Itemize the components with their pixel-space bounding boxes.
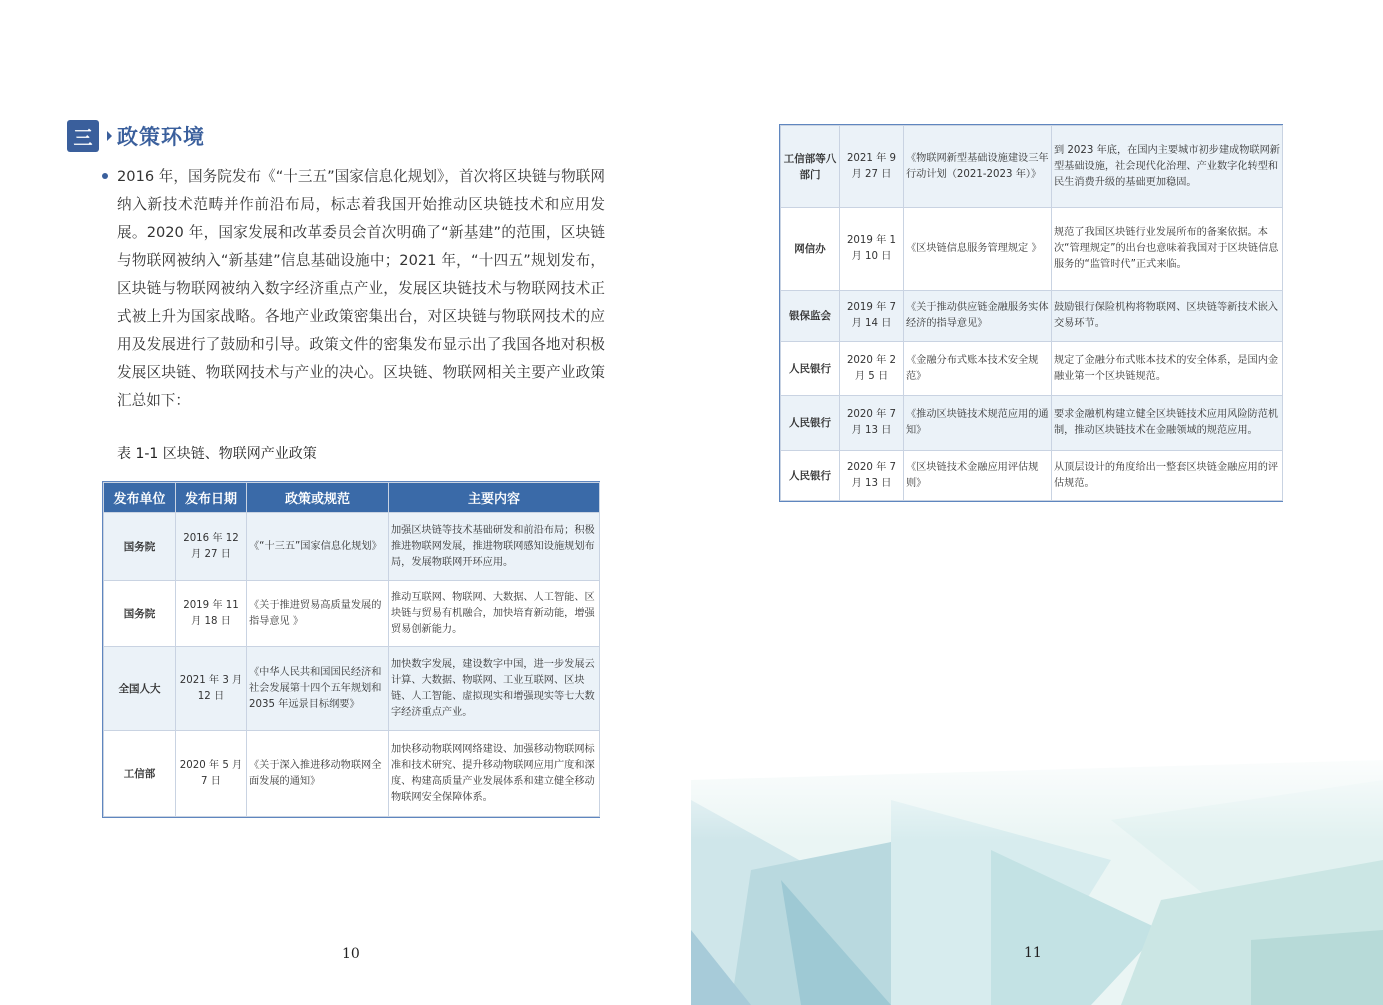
cell-content: 规定了金融分布式账本技术的安全体系，是国内金融业第一个区块链规范。: [1052, 342, 1283, 396]
policy-table-left: [102, 481, 600, 818]
cell-date: 2021 年 9 月 27 日: [840, 126, 904, 208]
header-policy: 政策或规范: [247, 483, 389, 513]
cell-content: 推动互联网、物联网、大数据、人工智能、区块链与贸易有机融合，加快培育新动能，增强贸易创新能力。: [389, 581, 600, 647]
cell-date: 2019 年 1 月 10 日: [840, 208, 904, 291]
cell-unit: 工信部: [104, 731, 176, 817]
table-row: [781, 208, 1283, 291]
cell-unit: 全国人大: [104, 647, 176, 731]
cell-content: 到 2023 年底，在国内主要城市初步建成物联网新型基础设施，社会现代化治理、产业数字化转型和民生消费升级的基础更加稳固。: [1052, 126, 1283, 208]
table-row: [104, 731, 600, 817]
cell-policy: 《区块链信息服务管理规定 》: [904, 208, 1052, 291]
cell-policy: 《物联网新型基础设施建设三年行动计划（2021-2023 年）》: [904, 126, 1052, 208]
section-number-badge: 三: [67, 120, 99, 152]
header-date: 发布日期: [176, 483, 247, 513]
cell-content: 从顶层设计的角度给出一整套区块链金融应用的评估规范。: [1052, 451, 1283, 501]
table-row: [781, 291, 1283, 342]
table-row: [104, 647, 600, 731]
left-page: [0, 0, 691, 1005]
table-header-row: [104, 483, 600, 513]
cell-date: 2021 年 3 月 12 日: [176, 647, 247, 731]
cell-date: 2020 年 7 月 13 日: [840, 451, 904, 501]
section-title: 政策环境: [117, 125, 205, 149]
page-number-right: 11: [1024, 945, 1042, 961]
cell-unit: 人民银行: [781, 451, 840, 501]
table-row: [781, 451, 1283, 501]
cell-policy: 《“十三五”国家信息化规划》: [247, 513, 389, 581]
cell-content: 加快数字发展，建设数字中国，进一步发展云计算、大数据、物联网、工业互联网、区块链、人工智能、虚拟现实和增强现实等七大数字经济重点产业。: [389, 647, 600, 731]
body-paragraph: 2016 年，国务院发布《“十三五”国家信息化规划》，首次将区块链与物联网纳入新技术范畴并作前沿布局，标志着我国开始推动区块链技术和应用发展。2020 年，国家发展和改革委员会首次明确了“新基建”的范围，区块链与物联网被纳入“新基建”信息基础设施中；2021 年，“十四五”规划发布，区块链与物联网被纳入数字经济重点产业，发展区块链技术与物联网技术正式被上升为国家战略。各地产业政策密集出台，对区块链与物联网技术的应用及发展进行了鼓励和引导。政策文件的密集发布显示出了我国各地对积极发展区块链、物联网技术与产业的决心。区块链、物联网相关主要产业政策汇总如下：: [117, 168, 605, 409]
cell-date: 2016 年 12 月 27 日: [176, 513, 247, 581]
cell-policy: 《关于推进贸易高质量发展的指导意见 》: [247, 581, 389, 647]
cell-date: 2020 年 5 月 7 日: [176, 731, 247, 817]
bullet-paragraph: [100, 163, 605, 415]
chevron-right-icon: [107, 131, 112, 141]
cell-unit: 国务院: [104, 513, 176, 581]
cell-policy: 《关于深入推进移动物联网全面发展的通知》: [247, 731, 389, 817]
cell-date: 2019 年 7 月 14 日: [840, 291, 904, 342]
cell-date: 2020 年 7 月 13 日: [840, 396, 904, 451]
cell-date: 2020 年 2 月 5 日: [840, 342, 904, 396]
table-row: [781, 396, 1283, 451]
policy-table-right: [779, 124, 1283, 502]
cell-date: 2019 年 11 月 18 日: [176, 581, 247, 647]
table-row: [104, 513, 600, 581]
cell-content: 加快移动物联网网络建设、加强移动物联网标准和技术研究、提升移动物联网应用广度和深度、构建高质量产业发展体系和建立健全移动物联网安全保障体系。: [389, 731, 600, 817]
cell-unit: 国务院: [104, 581, 176, 647]
cell-content: 加强区块链等技术基础研发和前沿布局；积极推进物联网发展，推进物联网感知设施规划布局，发展物联网开环应用。: [389, 513, 600, 581]
table-caption: 表 1-1 区块链、物联网产业政策: [117, 446, 317, 462]
cell-policy: 《中华人民共和国国民经济和社会发展第十四个五年规划和 2035 年远景目标纲要》: [247, 647, 389, 731]
cell-policy: 《区块链技术金融应用评估规则》: [904, 451, 1052, 501]
cell-unit: 网信办: [781, 208, 840, 291]
table-row: [104, 581, 600, 647]
cell-content: 要求金融机构建立健全区块链技术应用风险防范机制，推动区块链技术在金融领域的规范应用。: [1052, 396, 1283, 451]
cell-policy: 《推动区块链技术规范应用的通知》: [904, 396, 1052, 451]
cell-unit: 工信部等八部门: [781, 126, 840, 208]
cell-content: 鼓励银行保险机构将物联网、区块链等新技术嵌入交易环节。: [1052, 291, 1283, 342]
cell-policy: 《关于推动供应链金融服务实体经济的指导意见》: [904, 291, 1052, 342]
cell-unit: 人民银行: [781, 342, 840, 396]
cell-policy: 《金融分布式账本技术安全规范》: [904, 342, 1052, 396]
page-number-left: 10: [342, 946, 360, 962]
header-unit: 发布单位: [104, 483, 176, 513]
cell-content: 规范了我国区块链行业发展所布的备案依据。本次“管理规定”的出台也意味着我国对于区块链信息服务的“监管时代”正式来临。: [1052, 208, 1283, 291]
cell-unit: 银保监会: [781, 291, 840, 342]
table-row: [781, 342, 1283, 396]
section-heading: [67, 120, 205, 152]
header-content: 主要内容: [389, 483, 600, 513]
table-row: [781, 126, 1283, 208]
cell-unit: 人民银行: [781, 396, 840, 451]
bullet-dot-icon: [102, 173, 108, 179]
